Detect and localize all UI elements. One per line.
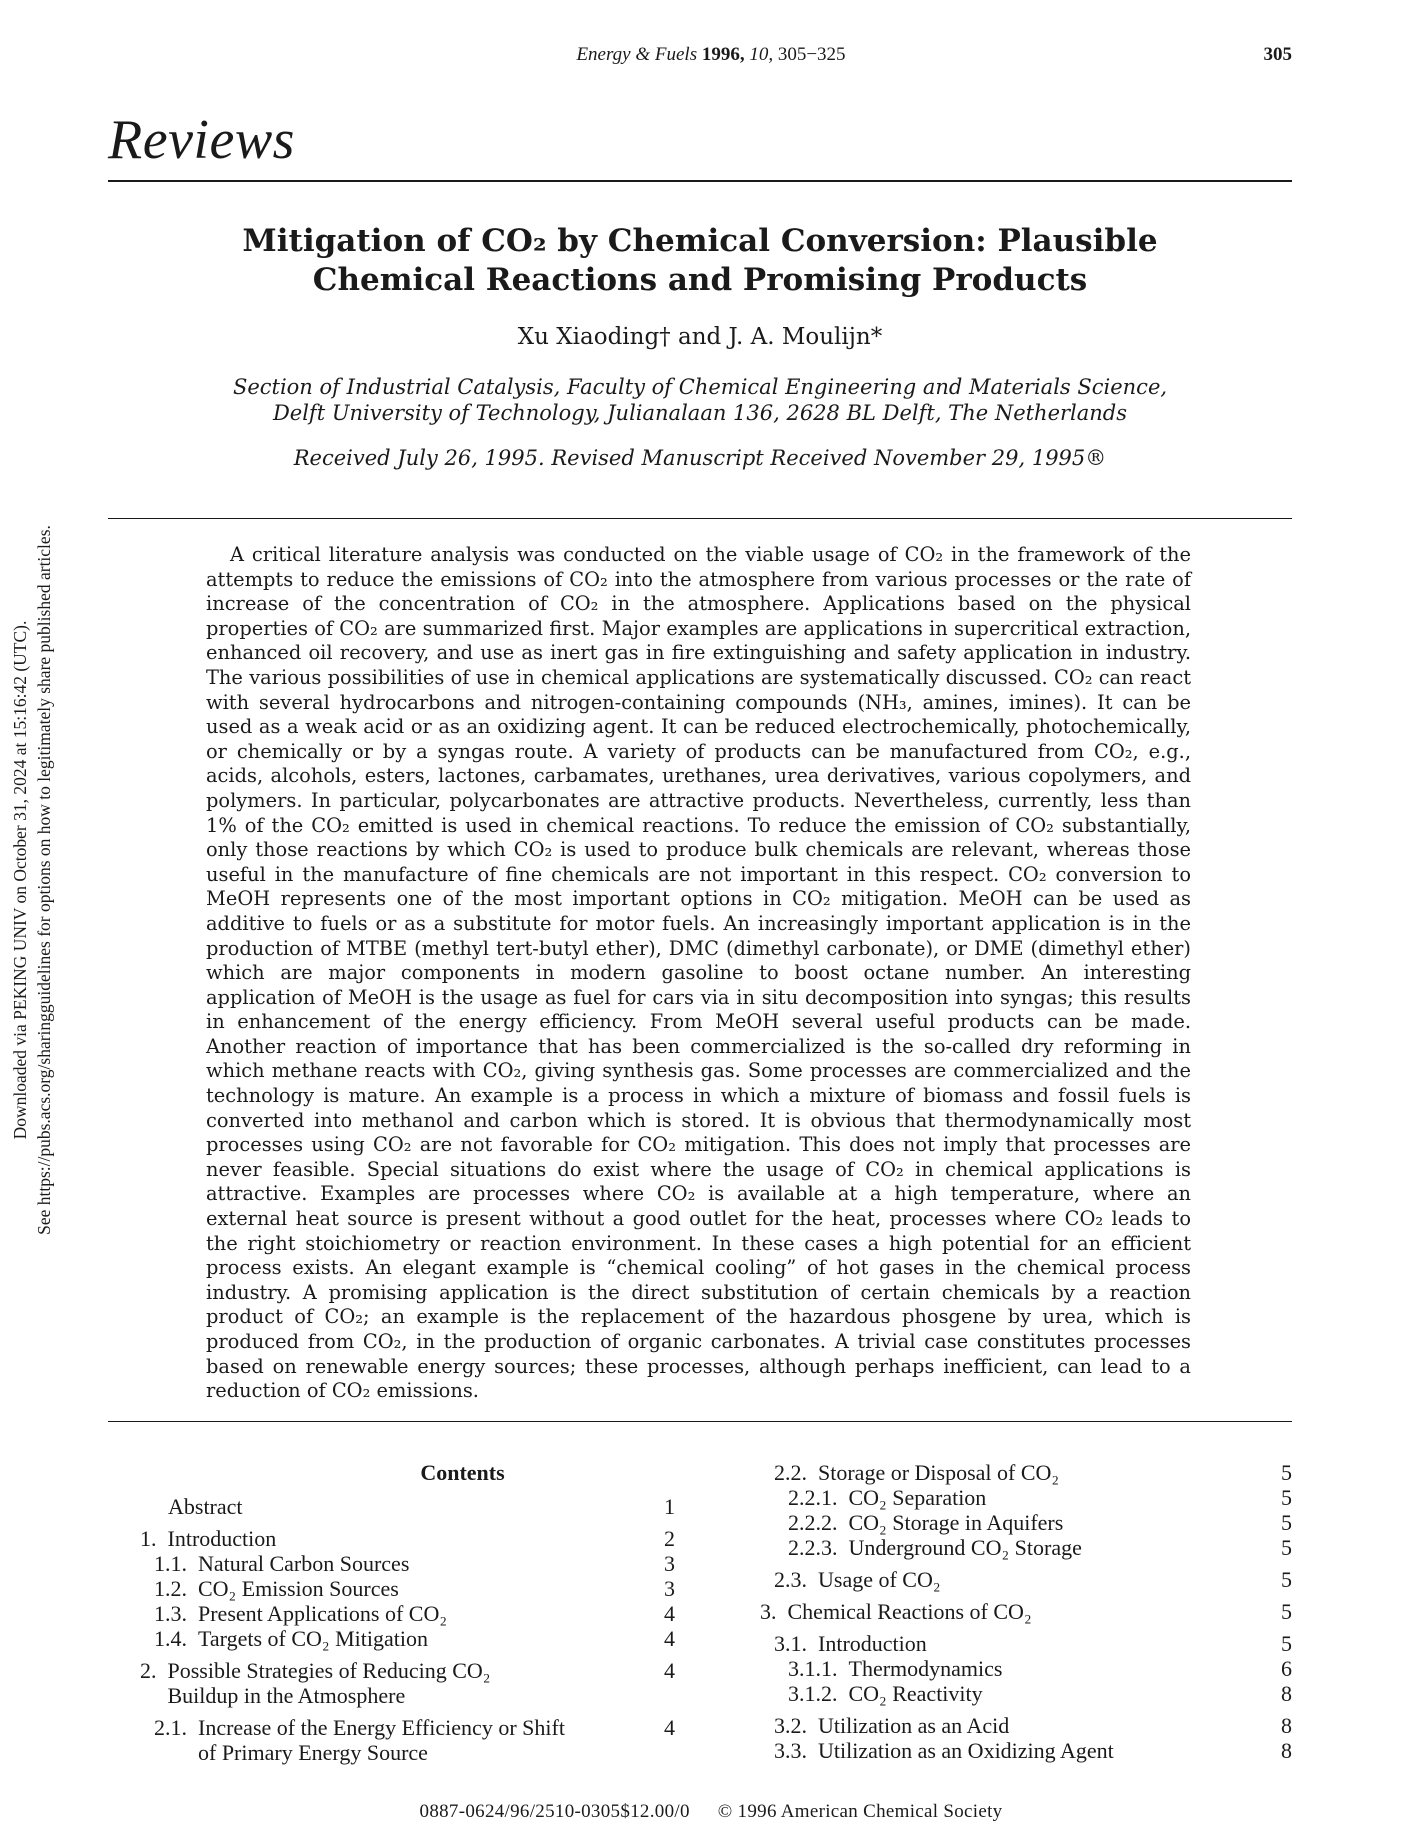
journal-name: Energy & Fuels <box>576 44 698 65</box>
toc-entry-label <box>760 1510 1063 1535</box>
toc-entry-label <box>140 1601 447 1626</box>
toc-entry-title: CO₂ Separation <box>848 1485 987 1510</box>
download-stamp-line-2: See https://pubs.acs.org/sharingguidelines for options on how to legitimately share published articles. <box>34 525 54 1235</box>
toc-entry-page: 4 <box>664 1626 675 1651</box>
toc-entry-page: 5 <box>1281 1567 1292 1592</box>
toc-entry-page: 8 <box>1281 1681 1292 1706</box>
toc-entry <box>760 1631 1292 1656</box>
toc-entry-number: 3.3. <box>774 1738 818 1763</box>
toc-entry-page: 2 <box>664 1526 675 1551</box>
toc-entry-title: Usage of CO₂ <box>818 1567 941 1592</box>
toc-entry-page: 5 <box>1281 1510 1292 1535</box>
received-dates: Received July 26, 1995. Revised Manuscript Received November 29, 1995® <box>293 446 1107 470</box>
download-stamp-line-1: Downloaded via PEKING UNIV on October 31, 2024 at 15:16:42 (UTC). <box>10 620 30 1140</box>
toc-entry-title: Utilization as an Acid <box>818 1713 1010 1738</box>
toc-entry-title: Introduction <box>818 1631 927 1656</box>
affiliation-line-1: Section of Industrial Catalysis, Faculty of Chemical Engineering and Materials Science, <box>232 375 1168 399</box>
section-banner: Reviews <box>108 109 295 171</box>
toc-entry-label <box>760 1681 983 1706</box>
toc-entry <box>760 1535 1292 1560</box>
toc-entry-title: Increase of the Energy Efficiency or Shift of Primary Energy Source <box>198 1715 565 1765</box>
abstract-top-rule <box>108 518 1292 519</box>
toc-entry-title: CO₂ Reactivity <box>848 1681 983 1706</box>
article-title <box>108 222 1292 300</box>
toc-entry-number: 2.2.2. <box>788 1510 849 1535</box>
toc-entry-page: 4 <box>664 1658 675 1683</box>
affiliation-line-2: Delft University of Technology, Julianalaan 136, 2628 BL Delft, The Netherlands <box>272 401 1128 425</box>
toc-entry-label <box>760 1599 1032 1624</box>
banner-rule <box>108 180 1292 182</box>
toc-entry <box>760 1599 1292 1624</box>
toc-entry-label <box>760 1535 1082 1560</box>
page-footer <box>0 1801 1422 1823</box>
toc-entry <box>140 1494 675 1519</box>
journal-volume: 10, <box>749 44 774 65</box>
toc-entry-label <box>140 1576 399 1601</box>
toc-entry-title: Possible Strategies of Reducing CO₂ Buildup in the Atmosphere <box>167 1658 491 1708</box>
toc-entry-title: Introduction <box>167 1526 277 1551</box>
toc-entry-title: CO₂ Storage in Aquifers <box>848 1510 1064 1535</box>
footer-code: 0887-0624/96/2510-0305$12.00/0 <box>419 1801 690 1822</box>
toc-entry-number: 2.2.1. <box>788 1485 849 1510</box>
toc-entry-page: 8 <box>1281 1738 1292 1763</box>
toc-entry-title: Underground CO₂ Storage <box>848 1535 1082 1560</box>
toc-entry-number: 1.1. <box>154 1551 198 1576</box>
toc-entry-number: 2.1. <box>154 1715 198 1740</box>
toc-entry-number: 3. <box>760 1599 788 1624</box>
contents-left-column <box>140 1460 675 1765</box>
toc-entry-title: Natural Carbon Sources <box>198 1551 410 1576</box>
toc-entry-title: CO₂ Emission Sources <box>198 1576 399 1601</box>
toc-entry-label <box>760 1460 1059 1485</box>
toc-entry <box>140 1526 675 1551</box>
toc-entry <box>760 1567 1292 1592</box>
toc-entry-number: 1.3. <box>154 1601 198 1626</box>
toc-entry <box>760 1460 1292 1485</box>
toc-entry-page: 1 <box>664 1494 675 1519</box>
toc-entry-page: 4 <box>664 1715 675 1740</box>
abstract-bottom-rule <box>108 1421 1292 1422</box>
toc-entry-title: Present Applications of CO₂ <box>198 1601 448 1626</box>
toc-entry-label <box>140 1494 243 1519</box>
toc-entry-number: 2. <box>140 1658 168 1683</box>
toc-entry-number: 1.4. <box>154 1626 198 1651</box>
toc-entry-page: 5 <box>1281 1599 1292 1624</box>
toc-entry-number: 3.2. <box>774 1713 818 1738</box>
toc-entry <box>140 1658 675 1708</box>
toc-entry-page: 3 <box>664 1551 675 1576</box>
authors: Xu Xiaoding† and J. A. Moulijn* <box>517 324 883 350</box>
journal-year: 1996, <box>701 44 745 65</box>
toc-entry-title: Utilization as an Oxidizing Agent <box>818 1738 1114 1763</box>
toc-entry-number: 3.1.1. <box>788 1656 849 1681</box>
toc-entry-number: 1.2. <box>154 1576 198 1601</box>
toc-entry-label <box>760 1738 1114 1763</box>
toc-entry <box>140 1551 675 1576</box>
toc-entry-number: 2.3. <box>774 1567 818 1592</box>
journal-pages: 305−325 <box>777 44 846 65</box>
toc-entry-page: 4 <box>664 1601 675 1626</box>
toc-right-list <box>760 1460 1292 1763</box>
toc-entry <box>760 1656 1292 1681</box>
toc-entry-title: Targets of CO₂ Mitigation <box>198 1626 428 1651</box>
affiliation <box>108 374 1292 426</box>
download-stamp <box>8 450 68 1310</box>
toc-entry-label <box>760 1631 927 1656</box>
toc-entry-number: 3.1.2. <box>788 1681 849 1706</box>
toc-entry <box>760 1485 1292 1510</box>
toc-entry <box>760 1681 1292 1706</box>
toc-entry-label <box>140 1526 276 1551</box>
toc-entry <box>140 1601 675 1626</box>
toc-entry <box>760 1510 1292 1535</box>
footer-copyright: © 1996 American Chemical Society <box>717 1801 1003 1822</box>
toc-entry-number: 3.1. <box>774 1631 818 1656</box>
title-line-1: Mitigation of CO₂ by Chemical Conversion: Plausible <box>242 223 1158 259</box>
toc-entry-label <box>760 1656 1002 1681</box>
toc-entry-page: 5 <box>1281 1460 1292 1485</box>
running-head <box>0 44 1422 66</box>
toc-entry-number: 2.2. <box>774 1460 818 1485</box>
toc-entry-page: 3 <box>664 1576 675 1601</box>
toc-entry-number: 2.2.3. <box>788 1535 849 1560</box>
toc-entry-label <box>140 1551 409 1576</box>
toc-entry-page: 5 <box>1281 1535 1292 1560</box>
toc-entry <box>140 1715 675 1765</box>
toc-entry-title: Abstract <box>168 1494 243 1519</box>
contents-right-column <box>760 1460 1292 1763</box>
toc-left-list <box>140 1494 675 1765</box>
toc-entry <box>760 1713 1292 1738</box>
toc-entry-title: Storage or Disposal of CO₂ <box>818 1460 1060 1485</box>
toc-entry-label <box>760 1713 1009 1738</box>
contents-heading: Contents <box>420 1460 505 1485</box>
toc-entry-title: Thermodynamics <box>848 1656 1003 1681</box>
toc-entry-number: 1. <box>140 1526 168 1551</box>
toc-entry-label <box>760 1485 986 1510</box>
toc-entry-page: 6 <box>1281 1656 1292 1681</box>
toc-entry-page: 5 <box>1281 1631 1292 1656</box>
toc-entry-page: 8 <box>1281 1713 1292 1738</box>
title-line-2: Chemical Reactions and Promising Products <box>312 262 1088 298</box>
toc-entry-label <box>760 1567 941 1592</box>
page-number: 305 <box>1263 44 1292 65</box>
abstract-text: A critical literature analysis was conducted on the viable usage of CO₂ in the framework of the attempts to reduce the emissions of CO₂ into the atmosphere from various processes or the rate of increase of the concentration of CO₂ in the atmosphere. Applications based on the physical properties of CO₂ are summarized first. Major examples are applications in supercritical extraction, enhanced oil recovery, and use as inert gas in fire extinguishing and safety application in industry. The various possibilities of use in chemical applications are systematically discussed. CO₂ can react with several hydrocarbons and nitrogen-containing compounds (NH₃, amines, imines). It can be used as a weak acid or as an oxidizing agent. It can be reduced electrochemically, photochemically, or chemically or by a syngas route. A variety of products can be manufactured from CO₂, e.g., acids, alcohols, esters, lactones, carbamates, urethanes, urea derivatives, various copolymers, and polymers. In particular, polycarbonates are attractive products. Nevertheless, currently, less than 1% of the CO₂ emitted is used in chemical reactions. To reduce the emission of CO₂ substantially, only those reactions by which CO₂ is used to produce bulk chemicals are relevant, whereas those useful in the manufacture of fine chemicals are not important in this respect. CO₂ conversion to MeOH represents one of the most important options in CO₂ mitigation. MeOH can be used as additive to fuels or as a substitute for motor fuels. An increasingly important application is in the production of MTBE (methyl tert-butyl ether), DMC (dimethyl carbonate), or DME (dimethyl ether) which are major components in modern gasoline to boost octane number. An interesting application of MeOH is the usage as fuel for cars via in situ decomposition into syngas; this results in enhancement of the energy efficiency. From MeOH several useful products can be made. Another reaction of importance that has been commercialized is the so-called dry reforming in which methane reacts with CO₂, giving synthesis gas. Some processes are commercialized and the technology is mature. An example is a process in which a mixture of biomass and fossil fuels is converted into methanol and carbon which is stored. It is obvious that thermodynamically most processes using CO₂ are not favorable for CO₂ mitigation. This does not imply that processes are never feasible. Special situations do exist where the usage of CO₂ in chemical applications is attractive. Examples are processes where CO₂ is available at a high temperature, where an external heat source is present without a good outlet for the heat, processes where CO₂ leads to the right stoichiometry or reaction environment. In these cases a high potential for an efficient process exists. An elegant example is “chemical cooling” of hot gases in the chemical process industry. A promising application is the direct substitution of certain chemicals by a reaction product of CO₂; an example is the replacement of the hazardous phosgene by urea, which is produced from CO₂, in the production of organic carbonates. A trivial case constitutes processes based on renewable energy sources; these processes, although perhaps inefficient, can lead to a reduction of CO₂ emissions. <box>206 543 1191 1403</box>
toc-entry-page: 5 <box>1281 1485 1292 1510</box>
toc-entry-label <box>140 1715 578 1765</box>
toc-entry-label <box>140 1658 548 1708</box>
toc-entry-label <box>140 1626 428 1651</box>
toc-entry-title: Chemical Reactions of CO₂ <box>787 1599 1032 1624</box>
toc-entry <box>760 1738 1292 1763</box>
toc-entry <box>140 1626 675 1651</box>
toc-entry <box>140 1576 675 1601</box>
